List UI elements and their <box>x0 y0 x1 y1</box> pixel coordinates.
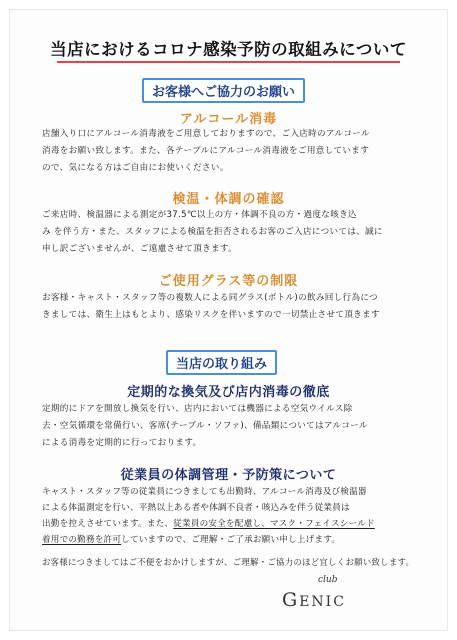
logo-rest: ENIC <box>299 594 346 610</box>
staff-line-1: キャスト・スタッフ等の従業員につきましても出勤時、アルコール消毒及び検温器 <box>42 487 367 497</box>
ventilation-paragraph <box>42 401 420 452</box>
staff-line-3 <box>42 516 420 532</box>
ventilation-line-3: による消毒を定期的に行っております。 <box>42 438 202 448</box>
temperature-line-3: 申し訳ございませんが、ご遠慮させて頂きます。 <box>42 244 237 254</box>
ventilation-line-1: 定期的にドアを開放し換気を行い、店内においては機器による空気ウイルス除 <box>42 404 353 414</box>
alcohol-heading: アルコール消毒 <box>179 112 278 127</box>
logo-club-text: club <box>318 575 338 585</box>
customer-request-heading: お客様へご協力のお願い <box>142 78 305 103</box>
alcohol-line-1: 店舗入り口にアルコール消毒液をご用意しておりますので、ご入店時のアルコール <box>42 129 370 139</box>
closing-message: お客様につきましてはご不便をおかけしますが、ご理解・ご協力のほど宜しくお願い致します。 <box>42 557 415 567</box>
ventilation-line-2: 去・空気循環を常備行い、客席(テーブル・ソファ)、備品類についてはアルコール <box>42 421 368 431</box>
staff-line-3-underlined: 従業員の安全を配慮し、マスク・フェイスシールド <box>173 519 375 529</box>
title-underline <box>57 61 400 63</box>
store-efforts-heading: 当店の取り組み <box>166 350 277 375</box>
staff-line-4 <box>42 532 420 548</box>
staff-line-4-text: していますので、ご理解・ご了承お願い申し上げます。 <box>121 535 341 545</box>
glass-paragraph <box>42 290 420 324</box>
temperature-paragraph <box>42 207 420 258</box>
staff-line-4-underlined: 着用での勤務を許可 <box>42 535 122 545</box>
temperature-line-2: み を伴う方・また、スタッフによる検温を拒否されるお客のご入店については、誠に <box>42 227 383 237</box>
staff-line-3-text: 出勤を控えさせています。また、 <box>42 519 174 529</box>
ventilation-heading: 定期的な換気及び店内消毒の徹底 <box>127 385 330 400</box>
glass-line-1: お客様・キャスト・スタッフ等の複数人による同グラス(ボトル)の飲み回し行為につ <box>42 293 378 303</box>
staff-line-2: による体温測定を行い、平熱以上ある者や体調不良者・咳込みを伴う従業員は <box>42 503 350 513</box>
page-title: 当店におけるコロナ感染予防の取組みについて <box>50 40 407 59</box>
staff-paragraph <box>42 484 420 548</box>
temperature-heading: 検温・体調の確認 <box>172 192 285 207</box>
logo-initial: G <box>282 589 300 611</box>
alcohol-paragraph <box>42 126 420 177</box>
alcohol-line-3: ので、気になる方はご自由にお使いください。 <box>42 163 229 173</box>
temperature-line-1: ご来店時、検温器による測定が37.5℃以上の方・体調不良の方・過度な咳き込 <box>42 210 357 220</box>
alcohol-line-2: 消毒をお願い致します。また、各テーブルにアルコール消毒液をご用意しています <box>42 146 370 156</box>
staff-heading: 従業員の体調管理・予防策について <box>120 468 337 483</box>
glass-heading: ご使用グラス等の制限 <box>158 274 299 289</box>
logo-genic <box>282 589 346 611</box>
glass-line-2: きましては、衛生上はもとより、感染リスクを伴いますので一切禁止させて頂きます <box>42 310 380 320</box>
